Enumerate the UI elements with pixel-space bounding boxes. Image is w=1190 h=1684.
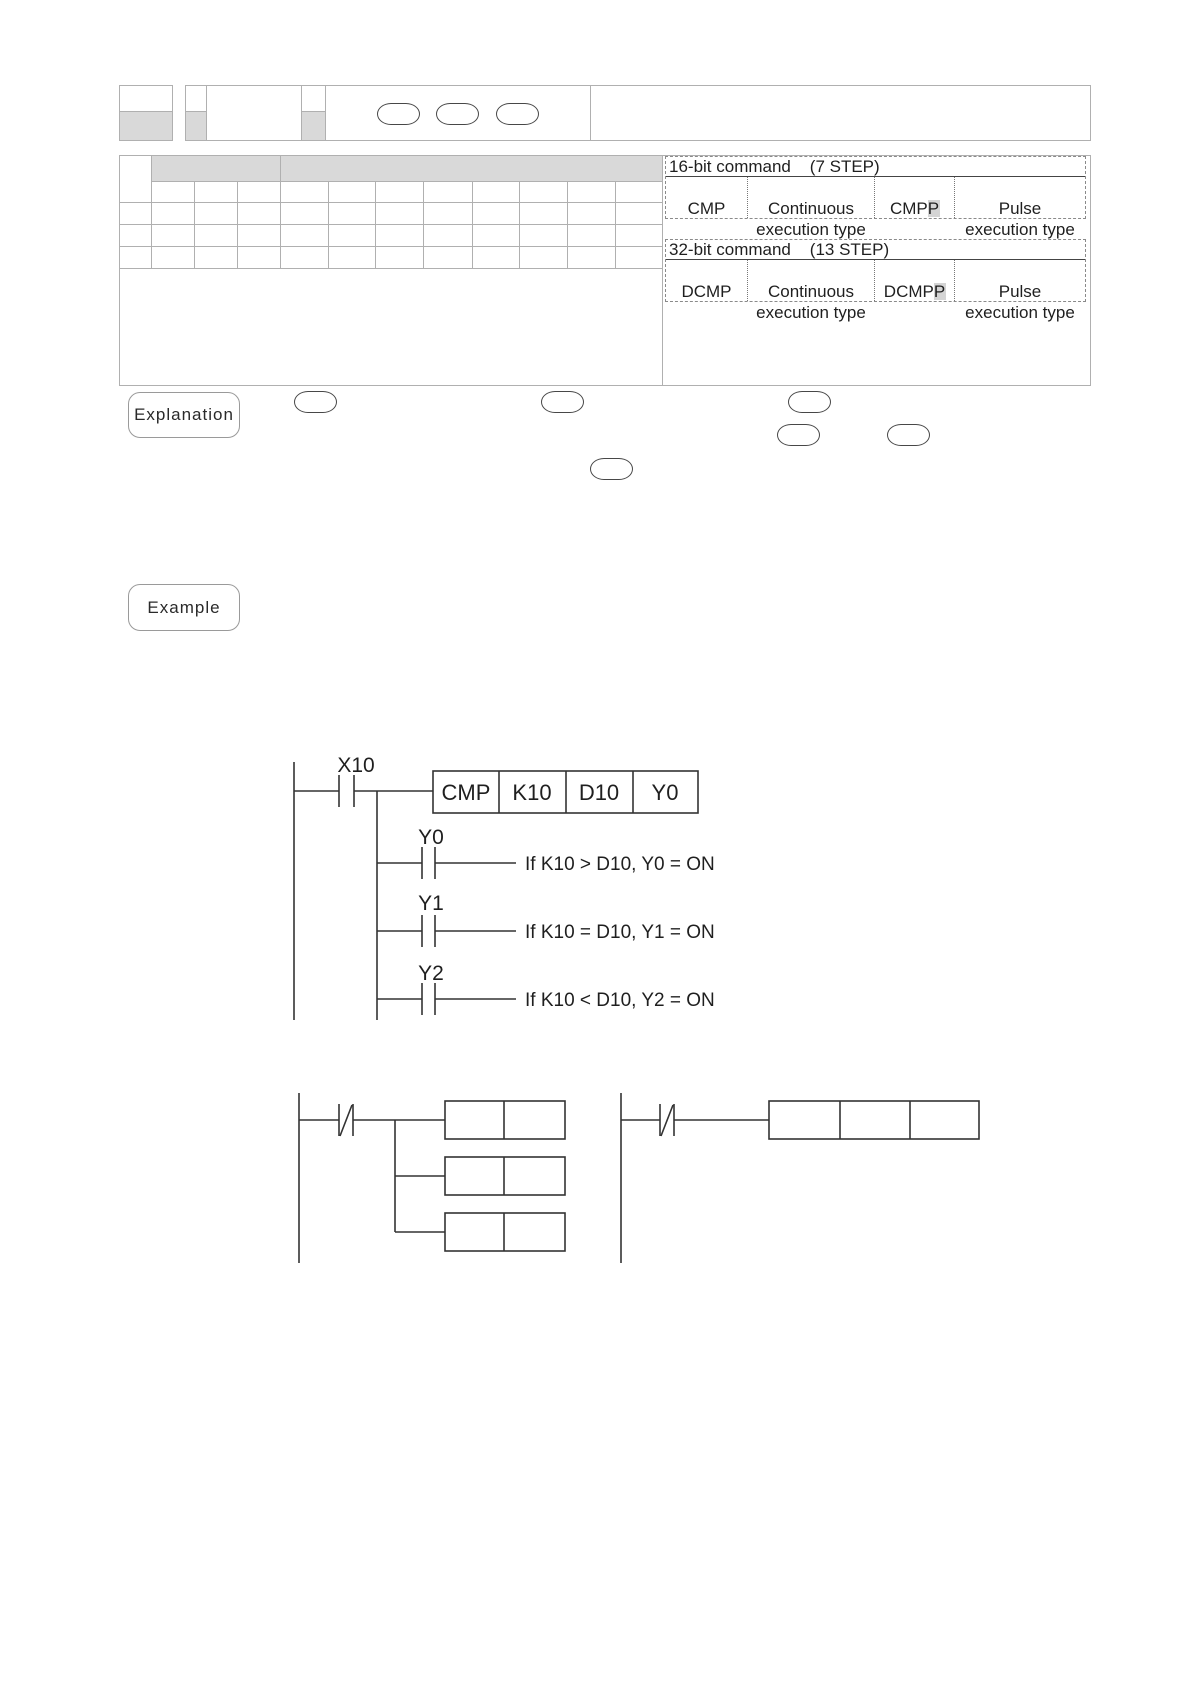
output-y1-note: If K10 = D10, Y1 = ON (525, 922, 715, 943)
output-y0-label: Y0 (418, 826, 444, 849)
mnemonic-continuous: CMP (687, 199, 726, 218)
instruction-operand-s1: K10 (512, 780, 552, 805)
instruction-operand-s2: D10 (578, 780, 620, 805)
instruction-box (445, 1101, 565, 1139)
instruction-box (445, 1157, 565, 1195)
output-y1-label: Y1 (418, 892, 444, 915)
execution-type-label: Pulse execution type (965, 199, 1075, 239)
instruction-box (445, 1213, 565, 1251)
output-y2-label: Y2 (418, 962, 444, 985)
example-label: Example (147, 597, 221, 617)
output-y0-note: If K10 > D10, Y0 = ON (525, 854, 715, 875)
mnemonic-pulse: CMPP (889, 199, 940, 218)
execution-type-label: Continuous execution type (756, 282, 866, 322)
explanation-label: Explanation (134, 405, 234, 424)
command-box-title: 32-bit command (13 STEP) (666, 240, 1085, 260)
output-y2-note: If K10 < D10, Y2 = ON (525, 990, 715, 1011)
nc-contact-slash (340, 1105, 352, 1136)
execution-type-label: Pulse execution type (965, 282, 1075, 322)
nc-contact-slash (661, 1105, 673, 1136)
input-contact-label: X10 (337, 754, 375, 777)
instruction-operand-d: Y0 (651, 780, 679, 805)
instruction-mnemonic: CMP (441, 780, 491, 805)
mnemonic-pulse: DCMPP (883, 282, 946, 301)
reset-ladder-diagram-left (299, 1093, 565, 1263)
command-box-title: 16-bit command (7 STEP) (666, 157, 1085, 177)
instruction-box (769, 1101, 979, 1139)
cmp-ladder-labels (337, 754, 714, 1011)
execution-type-label: Continuous execution type (756, 199, 866, 239)
reset-ladder-diagram-right (621, 1093, 979, 1263)
mnemonic-continuous: DCMP (681, 282, 732, 301)
cmp-ladder-diagram (294, 762, 698, 1020)
